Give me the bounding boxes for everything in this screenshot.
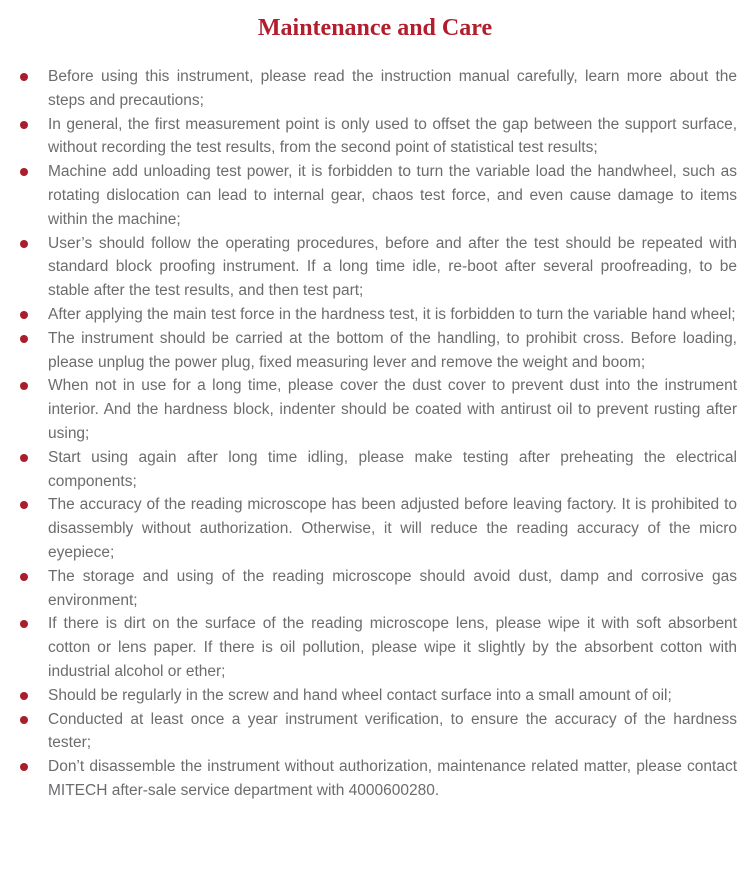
list-item [18, 755, 737, 803]
list-item-text: User’s should follow the operating procedures, before and after the test should be repeated with standard block proofing instrument. If a long time idle, re-boot after several proofreading, to be stable after the test results, and then test part; [48, 234, 737, 300]
list-item [18, 65, 737, 113]
bullet-icon [20, 335, 28, 343]
bullet-icon [20, 73, 28, 81]
list-item [18, 708, 737, 756]
list-item [18, 160, 737, 231]
list-item-text: In general, the first measurement point is only used to offset the gap between the support surface, without recording the test results, from the second point of statistical test results; [48, 115, 737, 157]
bullet-icon [20, 763, 28, 771]
bullet-icon [20, 716, 28, 724]
list-item-text: The instrument should be carried at the bottom of the handling, to prohibit cross. Before loading, please unplug the power plug, fixed measuring lever and remove the weight and boom; [48, 329, 737, 371]
bullet-icon [20, 692, 28, 700]
list-item [18, 446, 737, 494]
list-item-text: Conducted at least once a year instrument verification, to ensure the accuracy of the hardness tester; [48, 710, 737, 752]
list-item-text: After applying the main test force in the hardness test, it is forbidden to turn the variable hand wheel; [48, 305, 736, 323]
list-item-text: The storage and using of the reading microscope should avoid dust, damp and corrosive gas environment; [48, 567, 737, 609]
list-item-text: The accuracy of the reading microscope has been adjusted before leaving factory. It is prohibited to disassembly without authorization. Otherwise, it will reduce the reading accuracy of the micro eyepiece; [48, 496, 737, 561]
list-item-text: Machine add unloading test power, it is forbidden to turn the variable load the handwheel, such as rotating dislocation can lead to internal gear, chaos test force, and even cause damage to items within the machine; [48, 163, 737, 228]
list-item-text: Should be regularly in the screw and hand wheel contact surface into a small amount of oil; [48, 686, 672, 704]
bullet-icon [20, 121, 28, 129]
bullet-icon [20, 382, 28, 390]
list-item [18, 374, 737, 445]
bullet-icon [20, 573, 28, 581]
list-item-text: Start using again after long time idling, please make testing after preheating the electrical components; [48, 448, 737, 490]
bullet-icon [20, 454, 28, 462]
bullet-icon [20, 501, 28, 509]
list-item [18, 232, 737, 303]
bullet-icon [20, 168, 28, 176]
list-item [18, 612, 737, 683]
list-item-text: Before using this instrument, please read the instruction manual carefully, learn more about the steps and precautions; [48, 68, 737, 109]
list-item [18, 327, 737, 375]
list-item [18, 493, 737, 564]
list-item [18, 113, 737, 161]
list-item-text: When not in use for a long time, please cover the dust cover to prevent dust into the instrument interior. And the hardness block, indenter should be coated with antirust oil to prevent rusting after using; [48, 377, 737, 442]
list-item-text: Don’t disassemble the instrument without authorization, maintenance related matter, please contact MITECH after-sale service department with 4000600280. [48, 758, 737, 799]
list-item [18, 684, 737, 708]
bullet-icon [20, 311, 28, 319]
list-item-text: If there is dirt on the surface of the reading microscope lens, please wipe it with soft absorbent cotton or lens paper. If there is oil pollution, please wipe it slightly by the absorbent cotton with industrial alcohol or ether; [48, 615, 737, 680]
list-item [18, 565, 737, 613]
list-item [18, 303, 737, 327]
bullet-icon [20, 620, 28, 628]
maintenance-list [18, 65, 737, 803]
page-title: Maintenance and Care [257, 15, 493, 41]
bullet-icon [20, 240, 28, 248]
